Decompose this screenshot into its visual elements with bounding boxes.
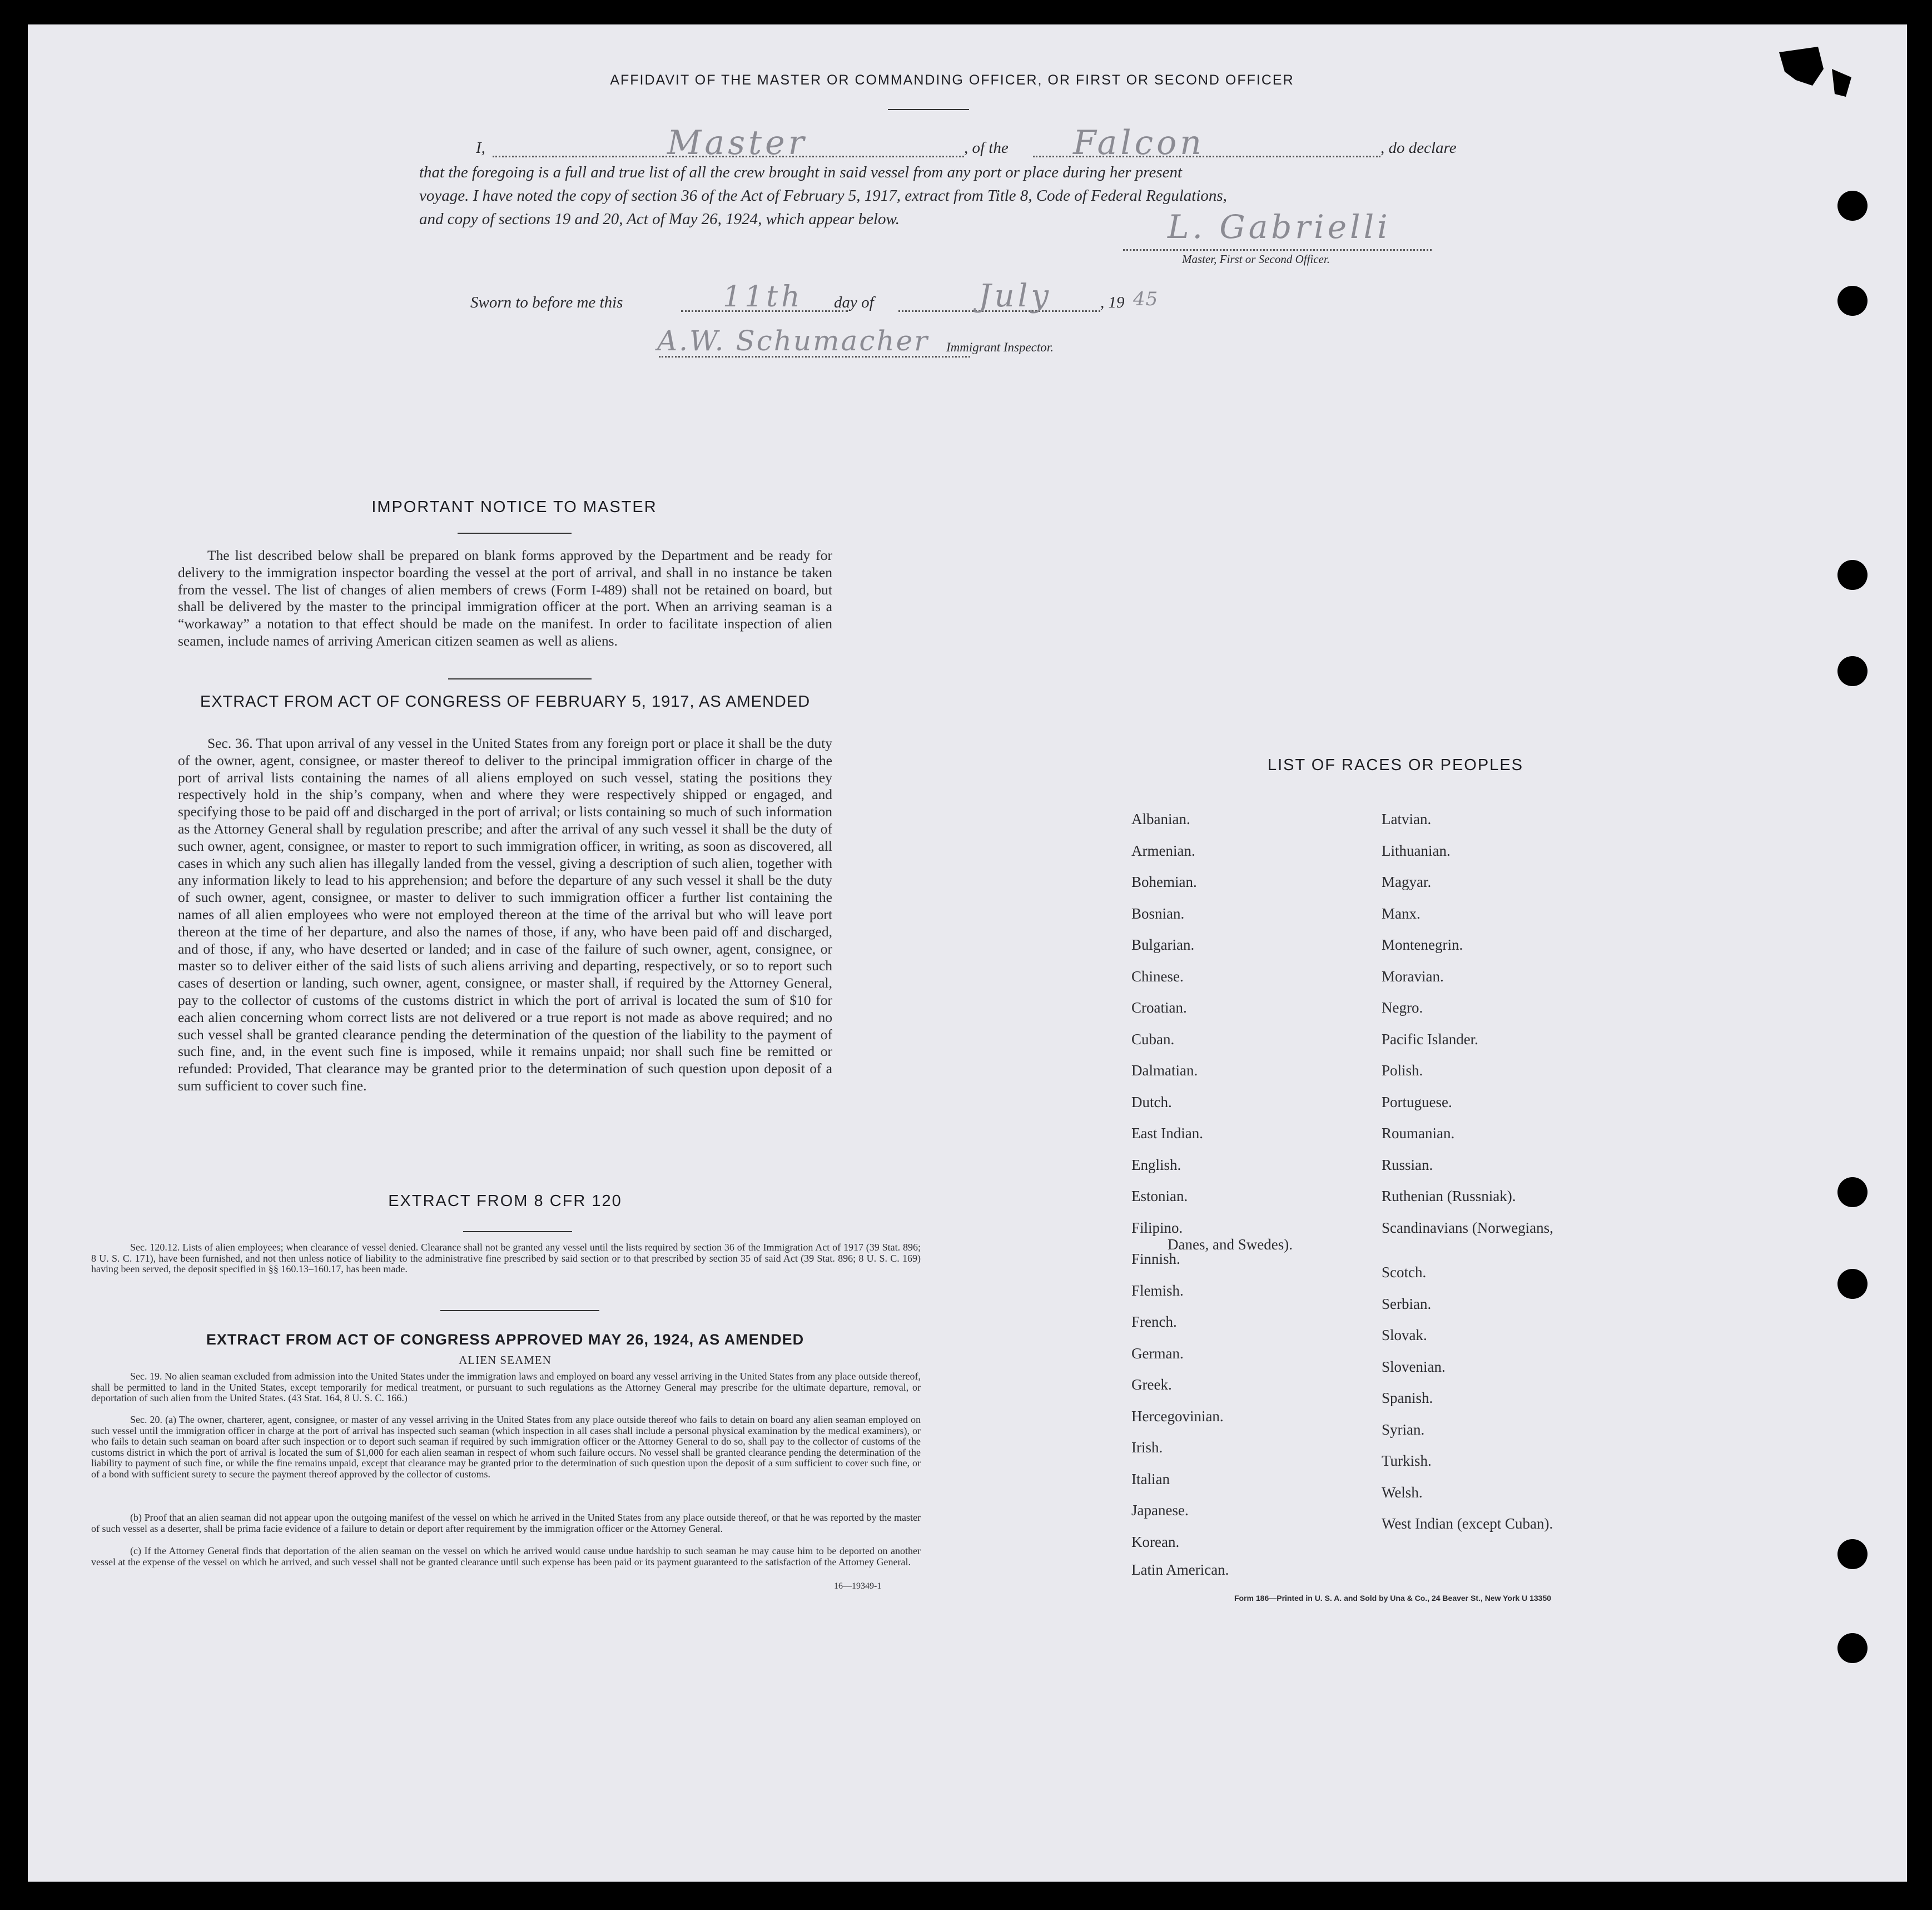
form-number: 16—19349-1 [834,1581,882,1591]
race-item: Polish. [1382,1062,1423,1079]
signature-label: Master, First or Second Officer. [1182,252,1330,266]
officer-signature: L. Gabrielli [1168,208,1391,246]
race-item: German. [1131,1345,1184,1362]
race-item: Bosnian. [1131,905,1185,922]
race-item: Slovenian. [1382,1358,1446,1375]
affidavit-line1-of: , of the [964,139,1009,157]
sec19-text: Sec. 19. No alien seaman excluded from admission into the United States under the immigration laws and employed on board any vessel arriving in the United States from any place outside thereof, shall be permitted to land in the United States, except temporarily for medical treatment, or pursuant to such regulations as the Attorney General may prescribe for the ultimate departure, removal, or deportation of such alien from the United States. (43 Stat. 164, 8 U. S. C. 166.) [91,1371,921,1403]
race-item: Slovak. [1382,1327,1427,1343]
inspector-label: Immigrant Inspector. [946,340,1054,354]
title-underline [888,109,969,110]
extract1917-title: EXTRACT FROM ACT OF CONGRESS OF FEBRUARY 5, 1917, AS AMENDED [200,693,811,711]
race-item: English. [1131,1156,1181,1173]
race-item: Dalmatian. [1131,1062,1198,1079]
extract1924-title: EXTRACT FROM ACT OF CONGRESS APPROVED MAY 26, 1924, AS AMENDED [206,1331,804,1348]
race-item: Scotch. [1382,1264,1427,1281]
race-item: Cuban. [1131,1030,1175,1048]
year-prefix: , 19 [1100,294,1125,311]
notice-divider [448,678,592,679]
race-item: East Indian. [1131,1125,1203,1142]
cfr-title: EXTRACT FROM 8 CFR 120 [388,1192,622,1210]
race-item: Armenian. [1131,842,1195,859]
vessel-name-handwritten: Falcon [1073,123,1205,162]
race-item: Turkish. [1382,1452,1432,1469]
affidavit-line4: and copy of sections 19 and 20, Act of May 26, 1924, which appear below. [419,210,900,228]
race-item: Manx. [1382,905,1421,922]
race-item: Irish. [1131,1439,1163,1456]
races-title: LIST OF RACES OR PEOPLES [1267,756,1524,774]
affidavit-line3: voyage. I have noted the copy of section 36 of the Act of February 5, 1917, extract from Title 8, Code of Federal Regulations, [419,187,1227,205]
master-name-handwritten: Master [667,123,808,162]
affidavit-title: AFFIDAVIT OF THE MASTER OR COMMANDING OFFICER, OR FIRST OR SECOND OFFICER [610,72,1294,88]
sworn-text: Sworn to before me this [470,294,623,311]
race-item: Negro. [1382,999,1423,1016]
race-item: Hercegovinian. [1131,1407,1224,1425]
race-item: Serbian. [1382,1295,1432,1312]
punch-hole [1837,560,1868,590]
race-item: Latin American. [1131,1561,1229,1578]
race-item: Syrian. [1382,1421,1425,1438]
document-page [28,24,1907,1882]
race-item: Chinese. [1131,968,1184,985]
race-item: Welsh. [1382,1484,1423,1501]
extract1924-subtitle: ALIEN SEAMEN [459,1353,552,1367]
cfr-divider [440,1310,599,1311]
race-item: Korean. [1131,1533,1180,1550]
race-item: Italian [1131,1470,1170,1487]
race-item: Ruthenian (Russniak). [1382,1188,1516,1204]
sworn-day-handwritten: 11th [723,280,803,314]
race-item: Scandinavians (Norwegians, [1382,1219,1553,1236]
punch-hole [1837,1269,1868,1299]
race-item: Estonian. [1131,1188,1188,1204]
notice-body: The list described below shall be prepared on blank forms approved by the Department and be ready for delivery to the immigration inspector boarding the vessel at the port of arrival, and shall in no instance be taken from the vessel. The list of changes of alien members of crews (Form I-489) shall not be retained on board, but shall be delivered by the master to the principal immigration officer at the port. When an arriving seaman is a “workaway” a notation to that effect should be made on the manifest. In order to facilitate inspection of alien seamen, include names of arriving American citizen seamen as well as aliens. [178,547,832,649]
inspector-line [659,356,970,358]
race-item: Roumanian. [1382,1125,1455,1142]
race-item: Montenegrin. [1382,936,1463,953]
race-item: Russian. [1382,1156,1433,1173]
sec20c-text: (c) If the Attorney General finds that deportation of the alien seaman on the vessel on which he arrived would cause undue hardship to such seaman he may cause him to be deported on another vessel at the expense of the vessel on which he arrived, and such vessel shall not be granted clearance until such expense has been paid or its payment guaranteed to the satisfaction of the Attorney General. [91,1545,921,1567]
day-of-text: day of [834,294,874,311]
sec20a-text: Sec. 20. (a) The owner, charterer, agent, consignee, or master of any vessel arriving in the United States from any place outside thereof who fails to detain on board any alien seaman employed on such vessel until the immigration officer in charge at the port of arrival has inspected such seaman (which inspection in all cases shall include a personal physical examination by the medical examiners), or who fails to detain such seaman on board after such inspection or to deport such seaman if required by such immigration officer or the Attorney General to do so, shall pay to the collector of customs of the customs district in which the port of arrival is located the sum of $1,000 for each alien seaman in respect of whom such failure occurs. No vessel shall be granted clearance pending the determination of the liability to payment of such fine, or while the fine remains unpaid, except that clearance may be granted prior to the determination of such question upon the deposit of a sum sufficient to cover such fine, or of a bond with sufficient surety to secure the payment thereof approved by the collector of customs. [91,1414,921,1480]
race-item: Lithuanian. [1382,842,1451,859]
punch-hole [1837,1633,1868,1663]
cfr-underline [463,1231,572,1232]
notice-underline [458,533,572,534]
race-item: Portuguese. [1382,1093,1452,1110]
punch-hole [1837,1539,1868,1569]
race-item: Pacific Islander. [1382,1030,1478,1048]
punch-hole [1837,1177,1868,1207]
race-item: Greek. [1131,1376,1172,1393]
punch-hole [1837,656,1868,686]
extract1917-body: Sec. 36. That upon arrival of any vessel in the United States from any foreign port or place it shall be the duty of the owner, agent, consignee, or master thereof to deliver to the principal immigration officer in charge of the port of arrival lists containing the names of all aliens employed on such vessel, stating the positions they respectively hold in the ship’s company, when and where they were respectively shipped or engaged, and specifying those to be paid off and discharged in the port of arrival; or lists containing so much of such information as the Attorney General shall by regulation prescribe; and after the arrival of any such vessel it shall be the duty of such owner, agent, consignee, or master to report to such immigration officer, in writing, as soon as discovered, all cases in which any such alien has illegally landed from the vessel, giving a description of such alien, together with any information likely to lead to his apprehension; and before the departure of any such vessel it shall be the duty of such owner, agent, consignee, or master to deliver to such immigration officer a further list containing the names of all alien employees who were not employed thereon at the time of the arrival but who will leave port thereon at the time of her departure, and also the names of those, if any, who have been paid off and discharged, and of those, if any, who have deserted or landed; and in case of the failure of such owner, agent, consignee, or master so to deliver either of the said lists of such aliens arriving and departing, respectively, or so to report such cases of desertion or landing, such owner, agent, consignee, or master shall, if required by the Attorney General, pay to the collector of customs of the customs district in which the port of arrival is located the sum of $10 for each alien concerning whom correct lists are not delivered or a true report is not made as above required; and no such vessel shall be granted clearance pending the determination of the question of the liability to the payment of such fine, and, in the event such fine is imposed, while it remains unpaid; nor shall such fine be remitted or refunded: Provided, That clearance may be granted prior to the determination of such question upon deposit of a sum sufficient to cover such fine. [178,735,832,1094]
race-item: Danes, and Swedes). [1168,1236,1293,1253]
cfr-body: Sec. 120.12. Lists of alien employees; when clearance of vessel denied. Clearance shall not be granted any vessel until the lists required by section 36 of the Immigration Act of 1917 (39 Stat. 896; 8 U. S. C. 171), have been furnished, and not then unless notice of liability to the administrative fine prescribed by said section or to that prescribed by section 35 of said Act (39 Stat. 896; 8 U. S. C. 169) having been served, the deposit specified in §§ 160.13–160.17, has been made. [91,1242,921,1274]
affidavit-line1-end: , do declare [1380,139,1457,157]
race-item: Filipino. [1131,1219,1183,1236]
signature-line [1123,249,1432,251]
race-item: Bohemian. [1131,874,1197,890]
inspector-signature: A.W. Schumacher [657,325,930,357]
torn-corner-mark [1779,47,1857,125]
race-item: Bulgarian. [1131,936,1195,953]
race-item: Finnish. [1131,1251,1180,1267]
race-item: Spanish. [1382,1390,1433,1406]
race-item: Flemish. [1131,1282,1184,1299]
race-item: Magyar. [1382,874,1432,890]
notice-title: IMPORTANT NOTICE TO MASTER [371,498,657,516]
race-item: Latvian. [1382,811,1432,827]
year-handwritten: 45 [1133,288,1159,310]
race-item: Japanese. [1131,1502,1189,1519]
race-item: French. [1131,1313,1177,1330]
race-item: Albanian. [1131,811,1190,827]
sec20b-text: (b) Proof that an alien seaman did not appear upon the outgoing manifest of the vessel on which he arrived in the United States from any place outside thereof, or that he was reported by the master of such vessel as a deserter, shall be prima facie evidence of a failure to detain or deport after requirement by the immigration officer or the Attorney General. [91,1512,921,1534]
affidavit-line1-i: I, [476,139,485,157]
race-item: Moravian. [1382,968,1444,985]
race-item: Dutch. [1131,1093,1172,1110]
punch-hole [1837,191,1868,221]
affidavit-line2: that the foregoing is a full and true list of all the crew brought in said vessel from any port or place during her present [419,163,1183,181]
sworn-month-handwritten: July [979,278,1052,314]
footer-print-notice: Form 186—Printed in U. S. A. and Sold by Una & Co., 24 Beaver St., New York U 13350 [1234,1594,1552,1603]
race-item: Croatian. [1131,999,1187,1016]
punch-hole [1837,286,1868,316]
race-item: West Indian (except Cuban). [1382,1515,1553,1532]
